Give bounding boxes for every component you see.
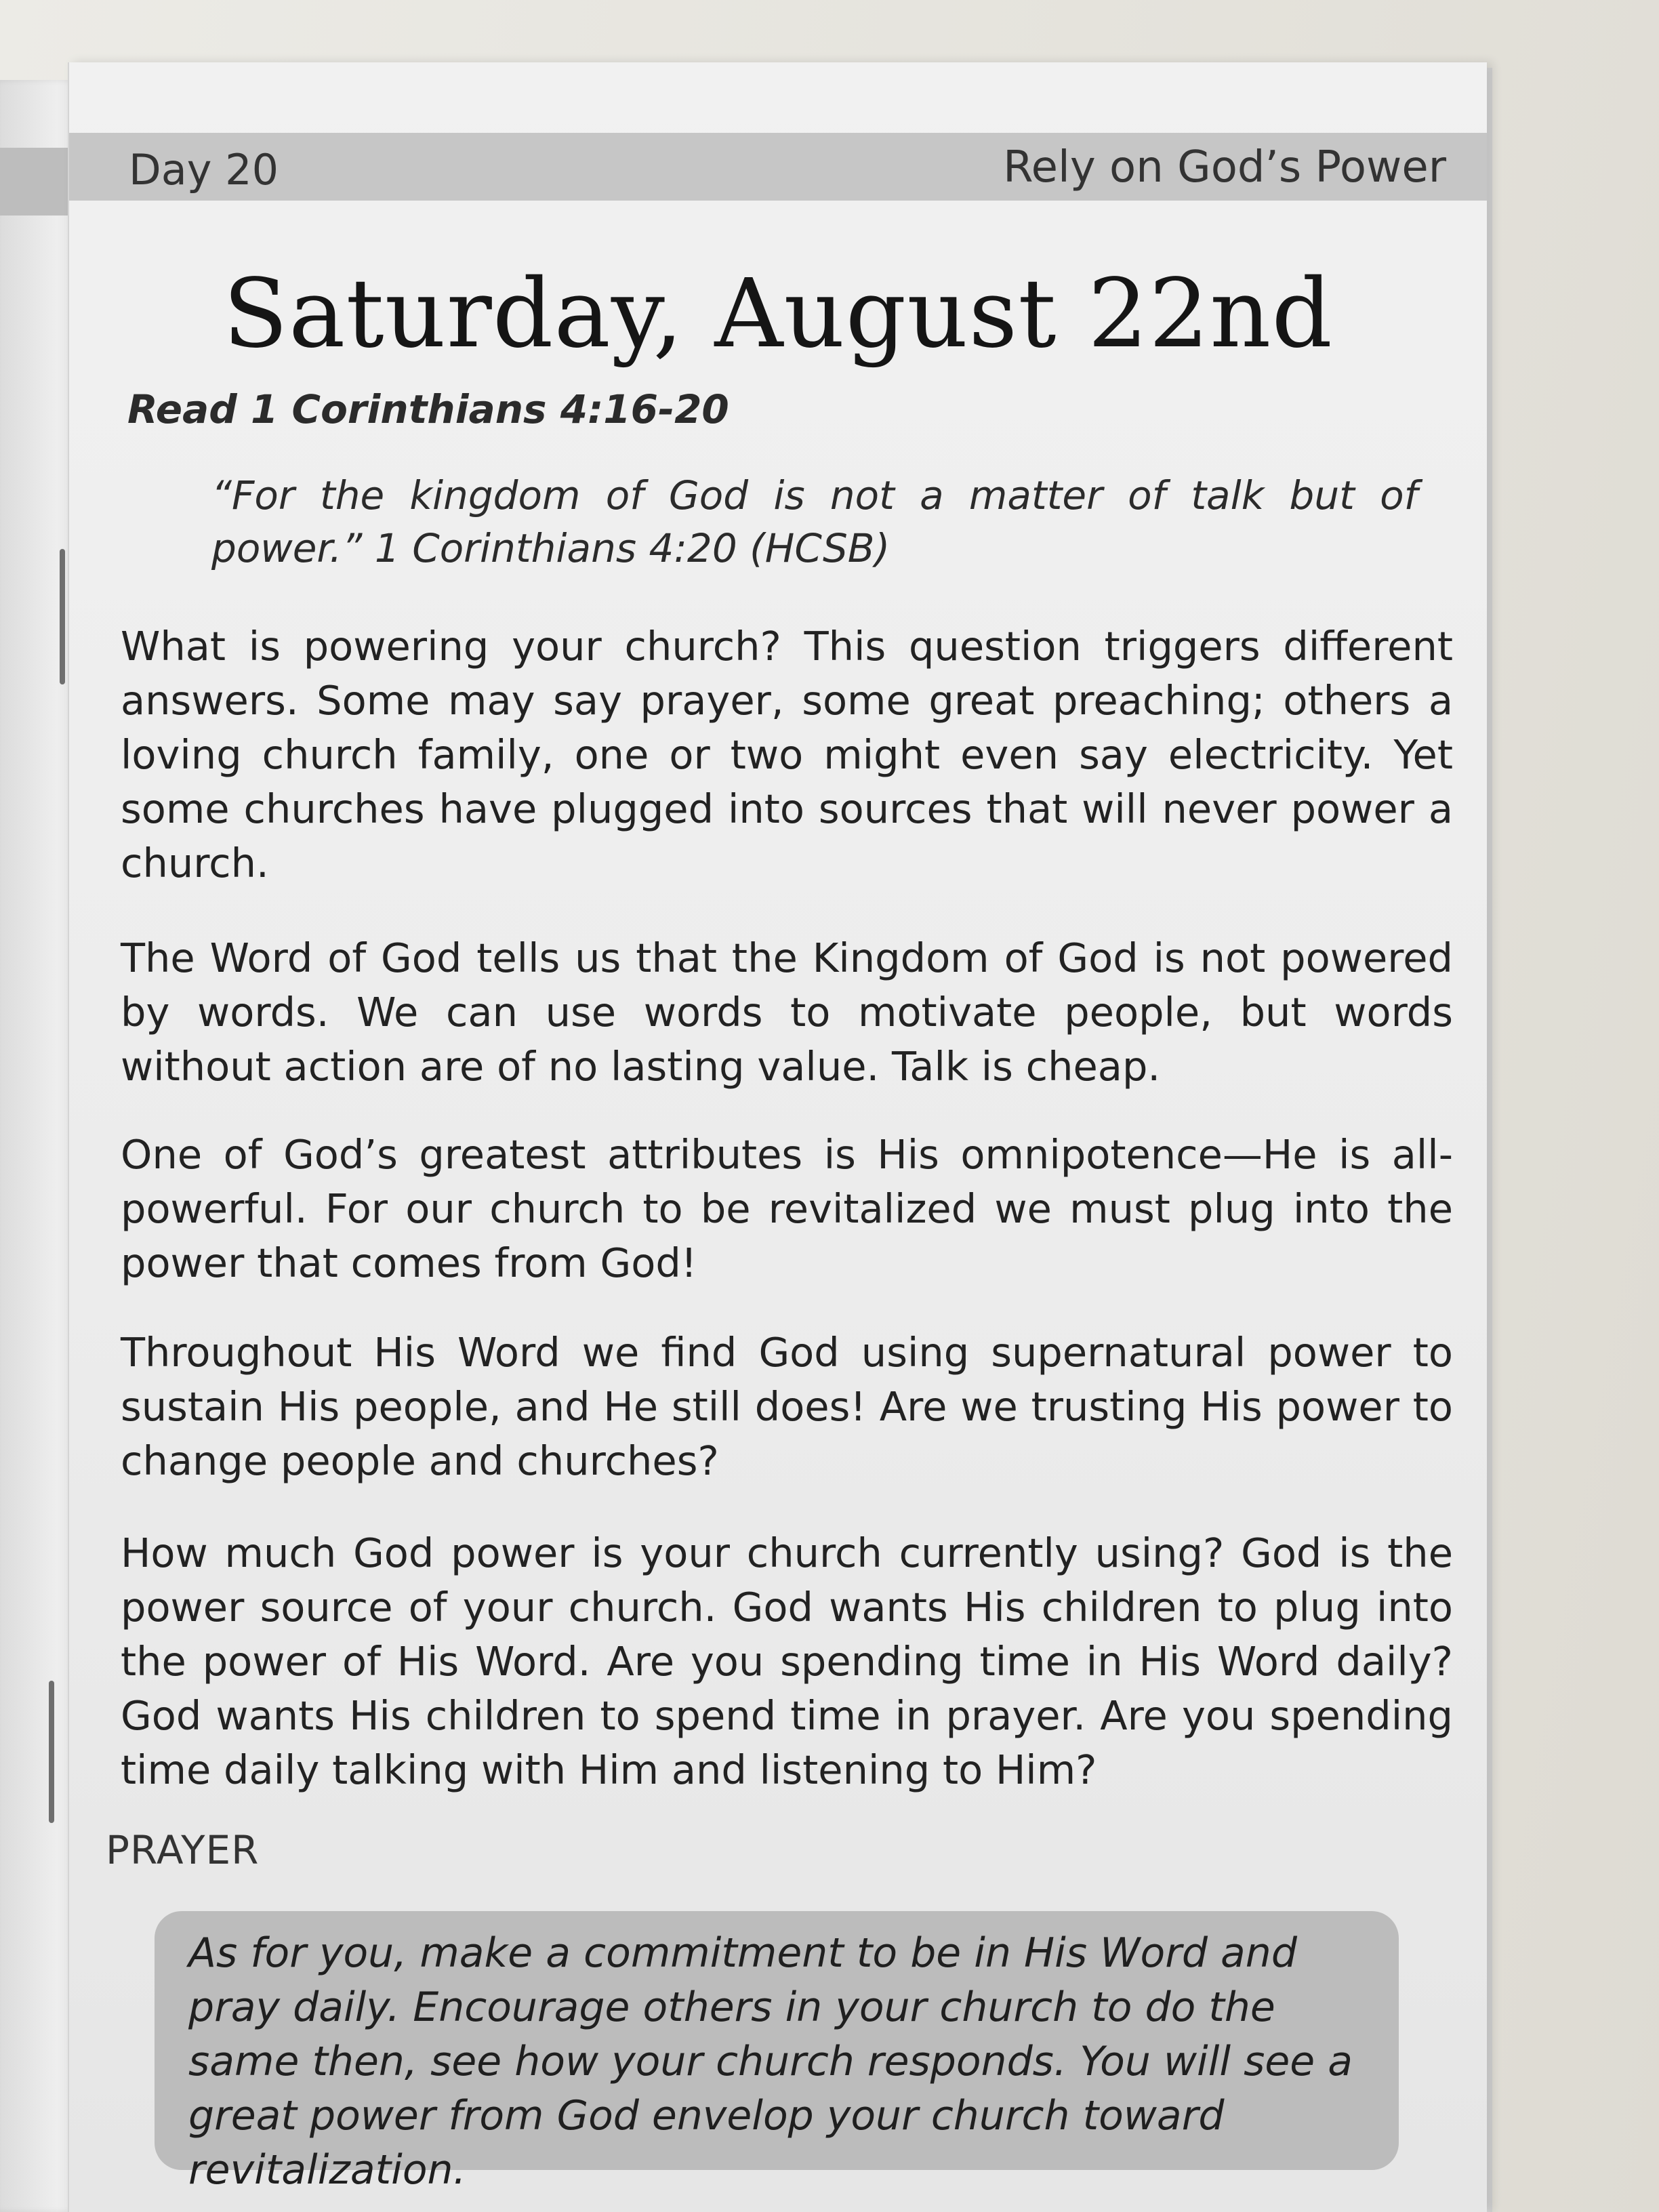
staple-top — [60, 549, 65, 684]
scripture-reading: Read 1 Corinthians 4:16-20 — [127, 386, 729, 432]
paragraph-1: What is powering your church? This question triggers different answers. Some may say prayer, some great preaching; others a loving church family, one or two might even say electricity. Yet some churches have plugged into sources that will never power a church. — [121, 623, 1453, 886]
paragraph-5: How much God power is your church currently using? God is the power source of your church. God wants His children to plug into the power of His Word. Are you spending time in His Word daily? God wants His children to spend time in prayer. Are you spending time daily talking with Him and listening to Him? — [121, 1530, 1453, 1793]
prayer-label: PRAYER — [106, 1827, 260, 1873]
paragraph-3: One of God’s greatest attributes is His omnipotence—He is all-powerful. For our church to be revitalized we must plug into the power that comes from God! — [121, 1131, 1453, 1286]
paragraph-4: Throughout His Word we find God using supernatural power to sustain His people, and He still does! Are we trusting His power to change people and churches? — [121, 1329, 1453, 1484]
date-heading: Saturday, August 22nd — [223, 259, 1333, 369]
booklet-page — [68, 62, 1487, 2212]
paragraph-2: The Word of God tells us that the Kingdom of God is not powered by words. We can use words to motivate people, but words without action are of no lasting value. Talk is cheap. — [121, 935, 1453, 1090]
prayer-text: As for you, make a commitment to be in His Word and pray daily. Encourage others in your church to do the same then, see how your church responds. You will see a great power from God envelop your church toward revitalization. — [188, 1929, 1353, 2194]
section-title: Rely on God’s Power — [1003, 142, 1446, 192]
scripture-quote: “For the kingdom of God is not a matter of talk but of power.” 1 Corinthians 4:20 (HCSB) — [211, 472, 1418, 571]
staple-bottom — [49, 1681, 54, 1823]
day-label: Day 20 — [129, 145, 279, 194]
